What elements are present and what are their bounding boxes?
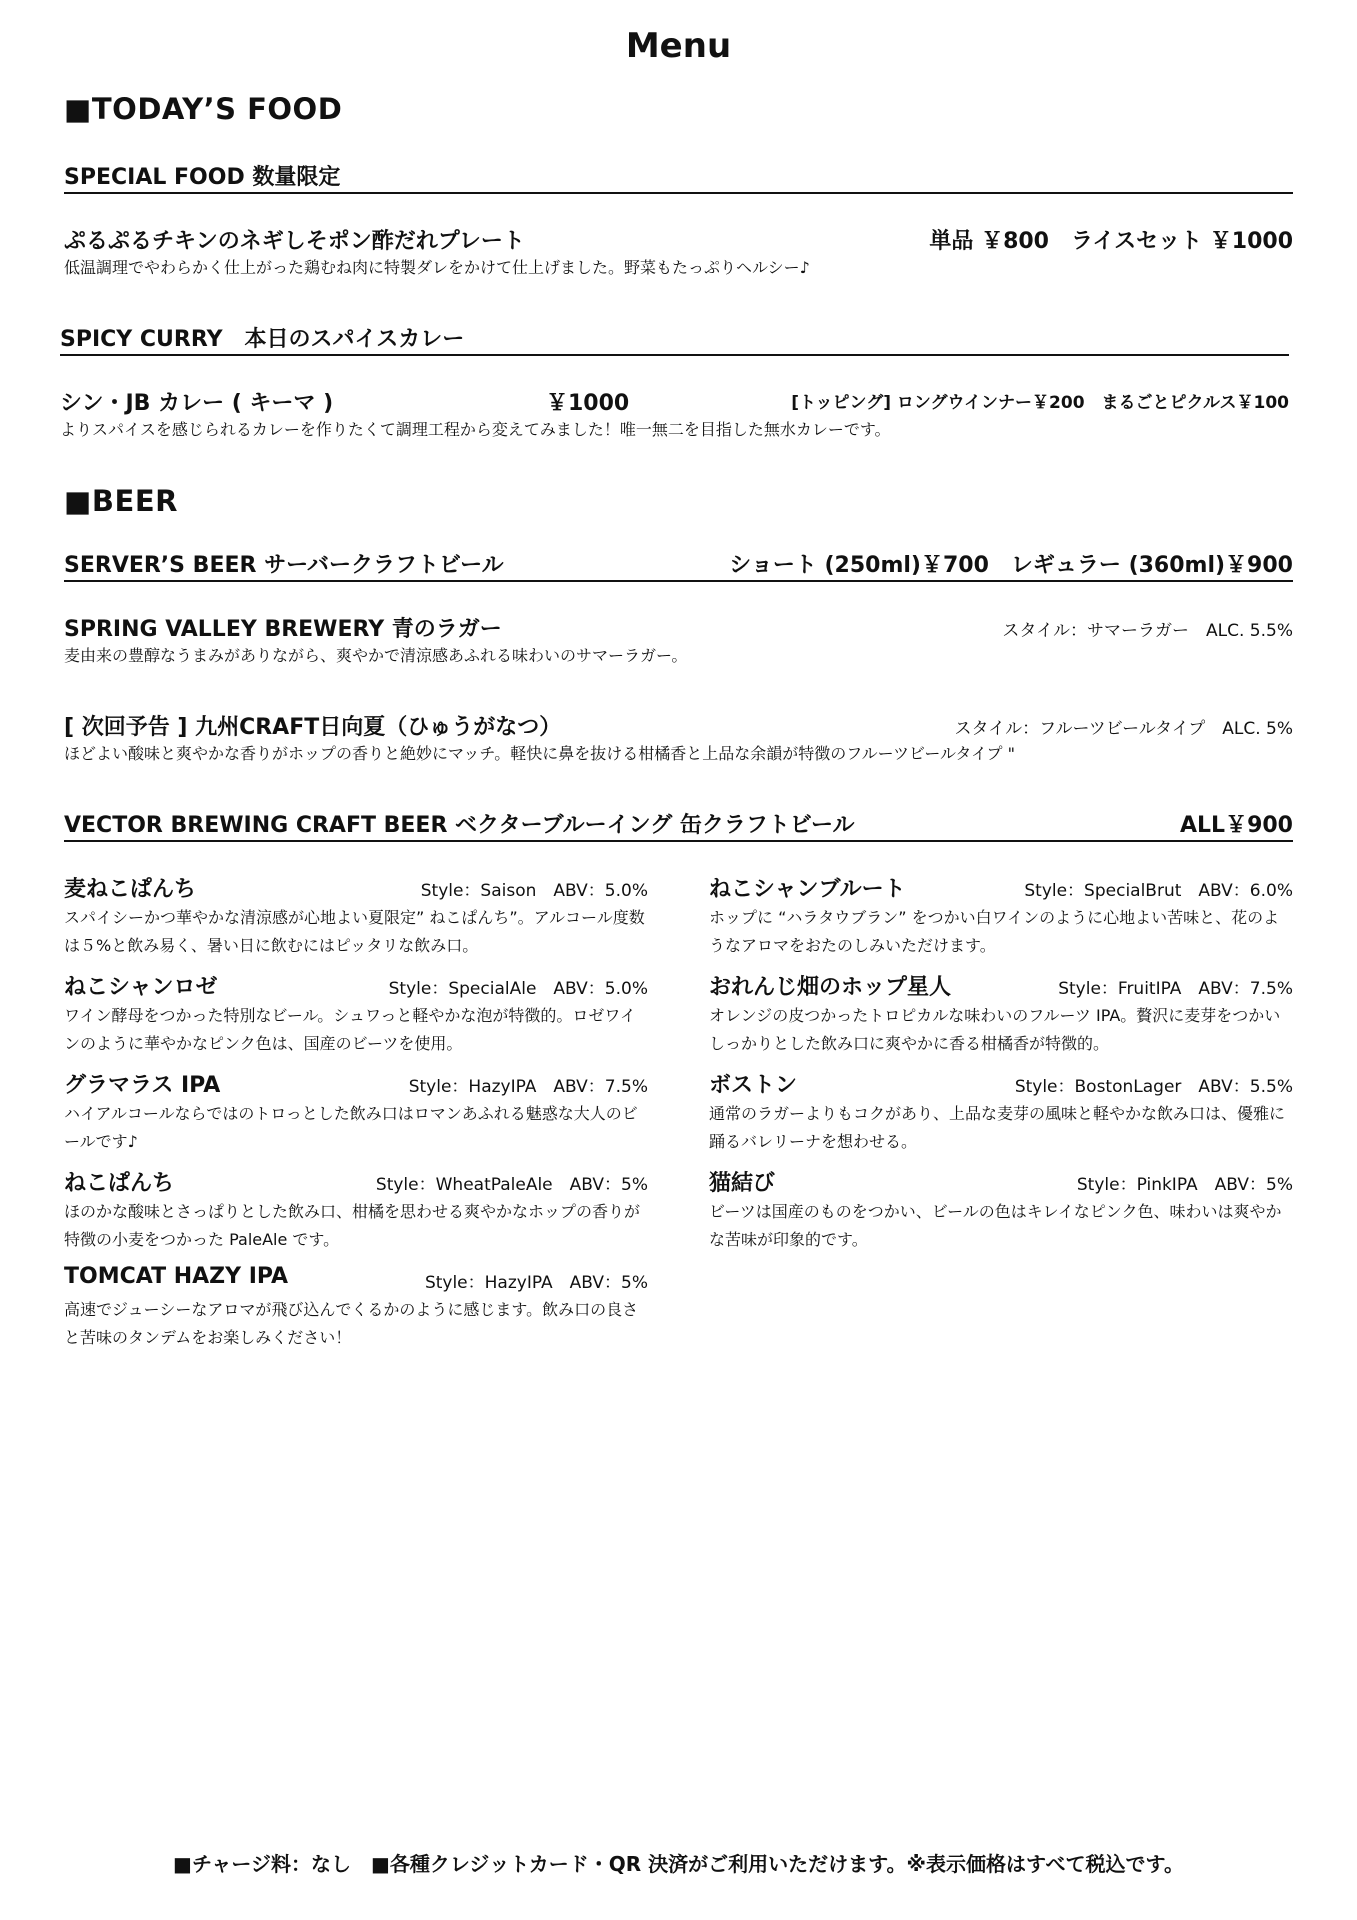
curry-toppings: [トッピング] ロングウインナー￥200 まるごとピクルス￥100	[791, 393, 1289, 413]
curry-price: ￥1000	[546, 391, 630, 416]
beer-item	[64, 1166, 648, 1254]
server-beer-meta: スタイル：フルーツビールタイプ ALC. 5%	[954, 719, 1293, 739]
beer-desc: 通常のラガーよりもコクがあり、上品な麦芽の風味と軽やかな飲み口は、優雅に踊るバレリーナを想わせる。	[709, 1104, 1286, 1151]
beer-name: おれんじ畑のホップ星人	[709, 975, 952, 1000]
beer-item	[64, 970, 648, 1058]
beer-item	[64, 872, 648, 960]
beer-style: Style：BostonLager ABV：5.5%	[1014, 1077, 1293, 1097]
beer-item	[709, 1166, 1293, 1254]
food-section-heading: ■TODAY’S FOOD	[64, 92, 343, 126]
divider	[64, 192, 1293, 194]
divider	[60, 354, 1289, 356]
beer-style: Style：SpecialAle ABV：5.0%	[388, 979, 648, 999]
server-beer-desc: ほどよい酸味と爽やかな香りがホップの香りと絶妙にマッチ。軽快に鼻を抜ける柑橘香と上品な余韻が特徴のフルーツビールタイプ "	[64, 744, 1016, 763]
page-title: Menu	[625, 26, 732, 66]
footer-note: ■チャージ料：なし ■各種クレジットカード・QR 決済がご利用いただけます。※表示価格はすべて税込です。	[173, 1852, 1184, 1876]
beer-item	[64, 1068, 648, 1156]
beer-section-heading: ■BEER	[64, 484, 178, 518]
beer-style: Style：SpecialBrut ABV：6.0%	[1024, 881, 1293, 901]
curry-name: シン・JB カレー ( キーマ )	[60, 391, 334, 416]
beer-name: ねこシャンロゼ	[64, 975, 218, 1000]
beer-desc: スパイシーかつ華やかな清涼感が心地よい夏限定” ねこぱんち”。アルコール度数は５%と飲み易く、暑い日に飲むにはピッタリな飲み口。	[64, 908, 645, 955]
divider	[64, 840, 1293, 842]
beer-item	[709, 872, 1293, 960]
beer-desc: オレンジの皮つかったトロピカルな味わいのフルーツ IPA。贅沢に麦芽をつかいしっかりとした飲み口に爽やかに香る柑橘香が特徴的。	[709, 1006, 1281, 1053]
server-beer-name: [ 次回予告 ] 九州CRAFT日向夏（ひゅうがなつ）	[64, 715, 562, 740]
beer-style: Style：HazyIPA ABV：7.5%	[408, 1077, 648, 1097]
special-food-heading: SPECIAL FOOD 数量限定	[64, 165, 341, 190]
beer-item	[709, 1068, 1293, 1156]
beer-style: Style：HazyIPA ABV：5%	[424, 1273, 648, 1293]
beer-style: Style：FruitIPA ABV：7.5%	[1058, 979, 1293, 999]
beer-desc: ビーツは国産のものをつかい、ビールの色はキレイなピンク色、味わいは爽やかな苦味が印象的です。	[709, 1202, 1282, 1249]
server-beer-price: ショート (250ml)￥700 レギュラー (360ml)￥900	[729, 553, 1293, 578]
beer-name: ボストン	[709, 1073, 798, 1098]
special-food-name: ぷるぷるチキンのネギしそポン酢だれプレート	[64, 229, 525, 254]
beer-desc: ワイン酵母をつかった特別なビール。シュワっと軽やかな泡が特徴的。ロゼワインのように華やかなピンク色は、国産のビーツを使用。	[64, 1006, 636, 1053]
beer-name: ねこぱんち	[64, 1171, 175, 1196]
beer-style: Style：Saison ABV：5.0%	[420, 881, 648, 901]
beer-name: グラマラス IPA	[64, 1073, 221, 1098]
beer-name: ねこシャンブルート	[709, 877, 906, 902]
divider	[64, 580, 1293, 582]
beer-style: Style：PinkIPA ABV：5%	[1076, 1175, 1293, 1195]
beer-name: 麦ねこぱんち	[64, 877, 197, 902]
beer-name: TOMCAT HAZY IPA	[64, 1264, 289, 1289]
spicy-curry-heading: SPICY CURRY 本日のスパイスカレー	[60, 327, 465, 352]
beer-style: Style：WheatPaleAle ABV：5%	[375, 1175, 648, 1195]
beer-item	[709, 970, 1293, 1058]
beer-name: 猫結び	[709, 1171, 776, 1196]
beer-desc: ハイアルコールならではのトロっとした飲み口はロマンあふれる魅惑な大人のビールです♪	[64, 1104, 638, 1151]
beer-desc: 高速でジューシーなアロマが飛び込んでくるかのように感じます。飲み口の良さと苦味のタンデムをお楽しみください！	[64, 1300, 639, 1347]
server-beer-meta: スタイル：サマーラガー ALC. 5.5%	[1002, 621, 1293, 641]
beer-desc: ほのかな酸味とさっぱりとした飲み口、柑橘を思わせる爽やかなホップの香りが特徴の小麦をつかった PaleAle です。	[64, 1202, 641, 1249]
special-food-desc: 低温調理でやわらかく仕上がった鶏むね肉に特製ダレをかけて仕上げました。野菜もたっぷりヘルシー♪	[64, 258, 810, 277]
curry-desc: よりスパイスを感じられるカレーを作りたくて調理工程から変えてみました！唯一無二を目指した無水カレーです。	[60, 420, 891, 439]
server-beer-desc: 麦由来の豊醇なうまみがありながら、爽やかで清涼感あふれる味わいのサマーラガー。	[64, 646, 688, 665]
server-beer-heading: SERVER’S BEER サーバークラフトビール	[64, 553, 504, 578]
special-food-price: 単品 ￥800 ライスセット ￥1000	[929, 229, 1293, 254]
vector-beer-price: ALL￥900	[1180, 813, 1293, 838]
server-beer-name: SPRING VALLEY BREWERY 青のラガー	[64, 617, 502, 642]
beer-desc: ホップに “ハラタウブラン” をつかい白ワインのように心地よい苦味と、花のようなアロマをおたのしみいただけます。	[709, 908, 1280, 955]
beer-item	[64, 1264, 648, 1352]
vector-beer-heading: VECTOR BREWING CRAFT BEER ベクターブルーイング 缶クラフトビール	[64, 813, 855, 838]
